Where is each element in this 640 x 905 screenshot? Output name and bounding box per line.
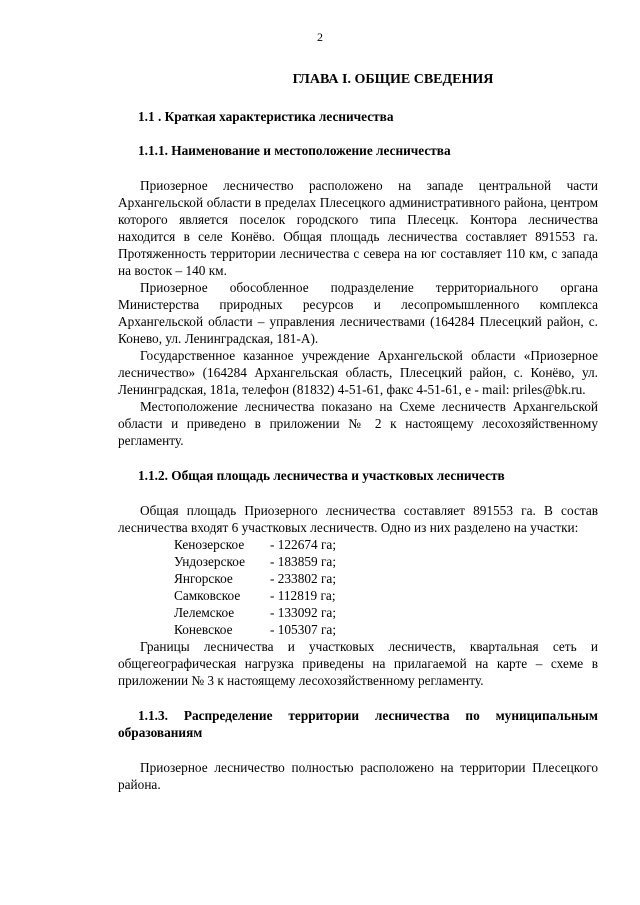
district-name: Коневское [174, 622, 233, 637]
district-name: Ундозерское [174, 554, 245, 569]
chapter-title: ГЛАВА I. ОБЩИЕ СВЕДЕНИЯ [292, 72, 494, 87]
list-item [174, 536, 598, 553]
paragraph-scheme-reference: Местоположение лесничества показано на Схеме лесничеств Архангельской области и приведено в приложении № 2 к настоящему лесохозяйственному регламенту. [118, 399, 598, 448]
list-item [174, 570, 598, 587]
page-content [118, 71, 598, 793]
list-item [174, 604, 598, 621]
section-heading-1-1-1: 1.1.1. Наименование и местоположение лесничества [138, 143, 451, 158]
district-area: - 112819 га; [270, 588, 336, 603]
district-area: - 105307 га; [270, 622, 337, 637]
section-heading-1-1-3: 1.1.3. Распределение территории лесничества по муниципальным образованиям [118, 708, 598, 740]
district-area: - 133092 га; [270, 605, 337, 620]
page-number: 2 [317, 30, 323, 44]
section-heading-1-1: 1.1 . Краткая характеристика лесничества [138, 109, 394, 124]
paragraph-total-area: Общая площадь Приозерного лесничества составляет 891553 га. В состав лесничества входят 6 участковых лесничеств. Одно из них разделено на участки: [118, 503, 598, 535]
district-list [174, 536, 598, 638]
district-area: - 122674 га; [270, 537, 337, 552]
district-area: - 183859 га; [270, 554, 337, 569]
district-name: Кенозерское [174, 537, 245, 552]
list-item [174, 621, 598, 638]
paragraph-boundaries: Границы лесничества и участковых лесничеств, квартальная сеть и общегеографическая нагрузка приведены на прилагаемой на карте – схеме в приложении № 3 к настоящему лесохозяйственному регламенту. [118, 639, 598, 688]
section-heading-1-1-2: 1.1.2. Общая площадь лесничества и участковых лесничеств [138, 468, 505, 483]
list-item [174, 553, 598, 570]
district-name: Янгорское [174, 571, 233, 586]
paragraph-location: Приозерное лесничество расположено на западе центральной части Архангельской области в пределах Плесецкого административного района, центром которого является поселок городского типа Плесецк. Контора лесничества находится в селе Конёво. Общая площадь лесничества составляет 891553 га. Протяженность территории лесничества с севера на юг составляет 110 км, с запада на восток – 140 км. [118, 178, 598, 278]
district-name: Самковское [174, 588, 241, 603]
district-name: Лелемское [174, 605, 235, 620]
paragraph-municipal: Приозерное лесничество полностью расположено на территории Плесецкого района. [118, 760, 598, 792]
paragraph-subdivision: Приозерное обособленное подразделение территориального органа Министерства природных ресурсов и лесопромышленного комплекса Архангельской области – управления лесничествами (164284 Плесецкий район, с. Конево, ул. Ленинградская, 181-А). [118, 280, 598, 346]
district-area: - 233802 га; [270, 571, 337, 586]
paragraph-institution: Государственное казанное учреждение Архангельской области «Приозерное лесничество» (164284 Архангельская область, Плесецкий район, с. Конёво, ул. Ленинградская, 181а, телефон (81832) 4-51-61, факс 4-51-61, e - mail: priles@bk.ru. [118, 348, 598, 397]
list-item [174, 587, 598, 604]
